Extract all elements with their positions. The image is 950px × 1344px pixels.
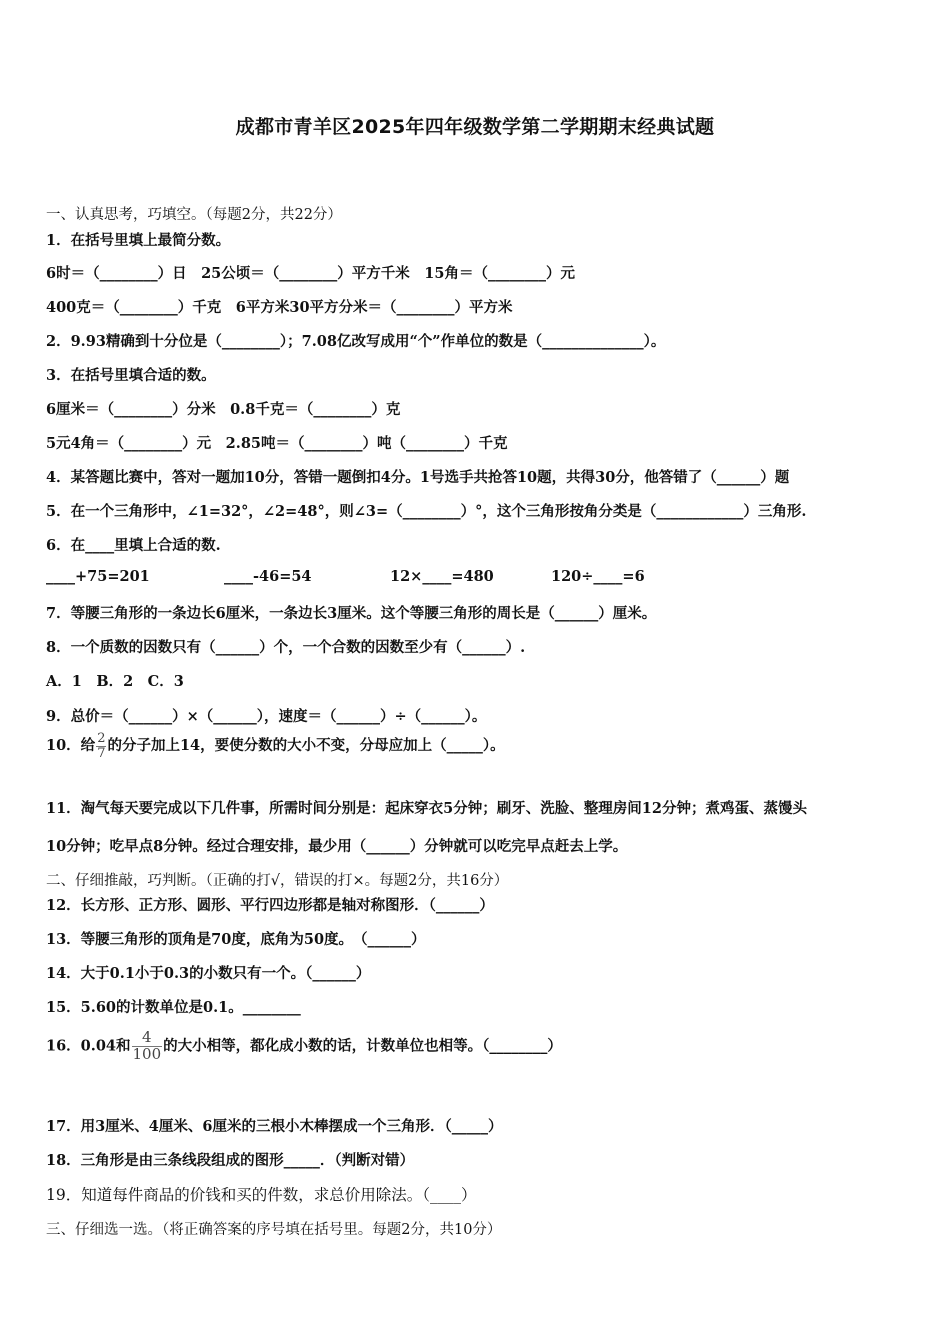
question-13: 13．等腰三角形的顶角是70度，底角为50度。 （______）: [46, 931, 426, 948]
fraction-numerator: 2: [97, 731, 106, 746]
question-6: 6．在____里填上合适的数.: [46, 537, 221, 554]
question-5: 5．在一个三角形中，∠1=32°，∠2=48°，则∠3=（________）°，这个三角形按角分类是（____________）三角形.: [46, 503, 807, 520]
question-3-part-b: 5元4角＝（________）元 2.85吨＝（________）吨（________）千克: [46, 435, 508, 452]
question-3-part-a: 6厘米＝（________）分米 0.8千克＝（________）克: [46, 401, 401, 418]
question-8-options: A．1 B．2 C．3: [46, 673, 184, 690]
question-16: [46, 1030, 562, 1063]
question-16-prefix: 16．0.04和: [46, 1037, 131, 1055]
question-6-blank-a: ____+75=201: [46, 568, 150, 585]
question-11-line-2: 10分钟；吃早点8分钟。经过合理安排，最少用（______）分钟就可以吃完早点赶去上学。: [46, 838, 628, 855]
fraction-numerator: 4: [132, 1030, 163, 1047]
section-2-heading: 二、仔细推敲，巧判断。（正确的打√，错误的打×。每题2分，共16分）: [46, 873, 509, 889]
section-1-heading: 一、认真思考，巧填空。（每题2分，共22分）: [46, 207, 342, 223]
question-10-suffix: 的分子加上14，要使分数的大小不变，分母应加上（_____）。: [107, 737, 505, 755]
fraction-two-sevenths: [96, 732, 106, 760]
question-8: 8．一个质数的因数只有（______）个，一个合数的因数至少有（______）.: [46, 639, 526, 656]
question-11-line-1: 11．淘气每天要完成以下几件事，所需时间分别是：起床穿衣5分钟；刷牙、洗脸、整理房间12分钟；煮鸡蛋、蒸馒头: [46, 800, 807, 817]
question-17: 17．用3厘米、4厘米、6厘米的三根小木棒摆成一个三角形．（_____）: [46, 1118, 503, 1135]
question-4: 4．某答题比赛中，答对一题加10分，答错一题倒扣4分。1号选手共抢答10题，共得30分，他答错了（______）题: [46, 469, 790, 486]
question-10: [46, 732, 505, 760]
question-1-part-a: 6时＝（________）日 25公顷＝（________）平方千米 15角＝（________）元: [46, 265, 575, 282]
question-7: 7．等腰三角形的一条边长6厘米，一条边长3厘米。这个等腰三角形的周长是（______）厘米。: [46, 605, 657, 622]
fraction-denominator: 7: [97, 745, 106, 761]
fraction-four-hundredths: [132, 1030, 163, 1063]
question-6-blank-b: ____-46=54: [224, 568, 312, 585]
question-14: 14．大于0.1小于0.3的小数只有一个。（______）: [46, 965, 371, 982]
question-9: 9．总价＝（______）×（______），速度＝（______）÷（______）。: [46, 708, 487, 725]
question-10-prefix: 10．给: [46, 737, 96, 755]
question-15: 15．5.60的计数单位是0.1。________: [46, 999, 301, 1016]
fraction-denominator: 100: [132, 1044, 162, 1063]
question-19: 19．知道每件商品的价钱和买的件数，求总价用除法。（____）: [46, 1186, 477, 1204]
question-18: 18．三角形是由三条线段组成的图形_____．（判断对错）: [46, 1152, 415, 1169]
question-1: 1．在括号里填上最简分数。: [46, 232, 231, 249]
question-6-blank-d: 120÷____=6: [551, 568, 645, 585]
question-1-part-b: 400克＝（________）千克 6平方米30平方分米＝（________）平方米: [46, 299, 513, 316]
question-2: 2．9.93精确到十分位是（________）；7.08亿改写成用“个”作单位的数是（______________）。: [46, 333, 666, 350]
section-3-heading: 三、仔细选一选。（将正确答案的序号填在括号里。每题2分，共10分）: [46, 1222, 502, 1238]
page-title: 成都市青羊区2025年四年级数学第二学期期末经典试题: [235, 116, 715, 138]
question-12: 12．长方形、正方形、圆形、平行四边形都是轴对称图形．（______）: [46, 897, 494, 914]
question-16-suffix: 的大小相等，都化成小数的话，计数单位也相等。（________）: [163, 1037, 562, 1055]
question-3: 3．在括号里填合适的数。: [46, 367, 216, 384]
question-6-blank-c: 12×____=480: [390, 568, 494, 585]
